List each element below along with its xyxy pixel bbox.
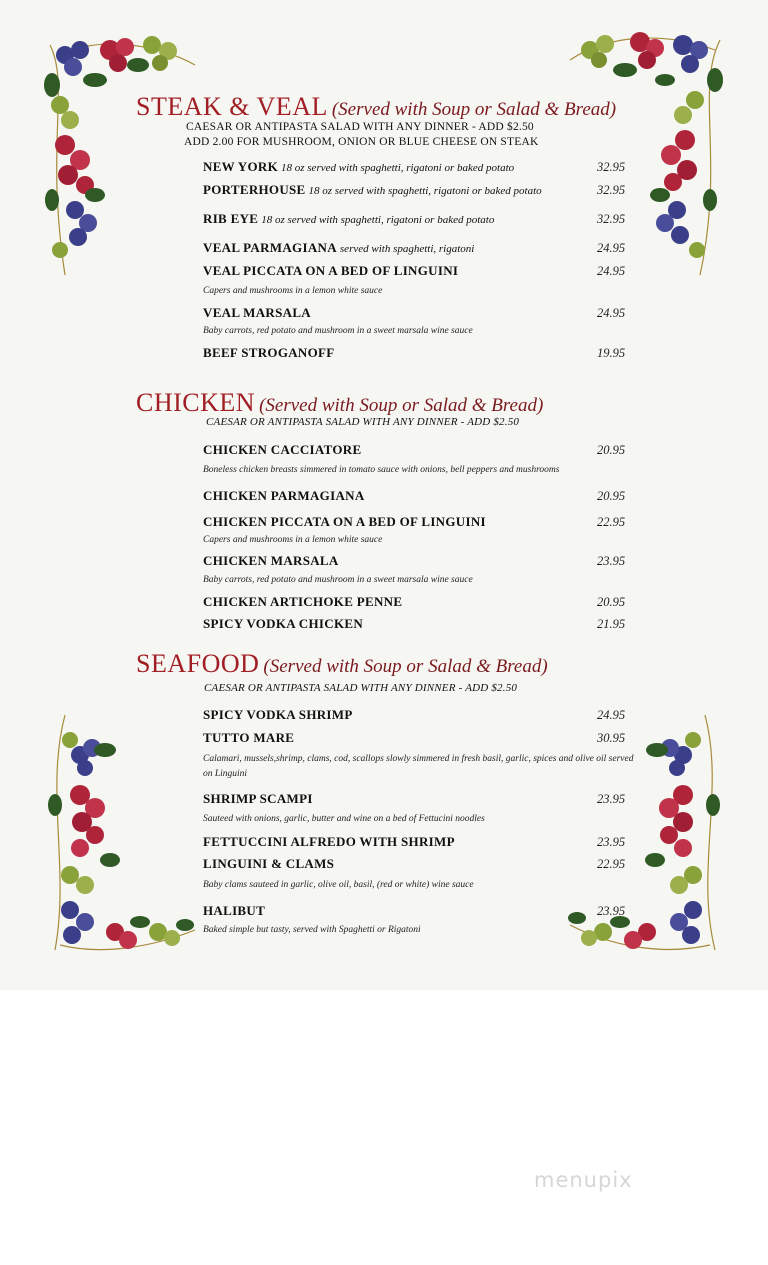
menu-item-name: CHICKEN ARTICHOKE PENNE bbox=[203, 594, 403, 609]
menu-item-name: CHICKEN CACCIATORE bbox=[203, 442, 362, 457]
menu-item-price: 24.95 bbox=[597, 306, 626, 320]
menu-item-description: Baby carrots, red potato and mushroom in a sweet marsala wine sauce bbox=[203, 575, 473, 585]
menu-item-price: 23.95 bbox=[597, 792, 626, 806]
steak-veal-subtitle: (Served with Soup or Salad & Bread) bbox=[331, 99, 617, 120]
menu-item-price: 20.95 bbox=[597, 443, 626, 457]
menu-item-name: VEAL PARMAGIANA served with spaghetti, rigatoni bbox=[203, 240, 475, 255]
menu-item-name: CHICKEN PICCATA ON A BED OF LINGUINI bbox=[203, 514, 486, 529]
menu-item-description: Calamari, mussels,shrimp, clams, cod, scallops slowly simmered in fresh basil, garlic, spices and olive oil served on Linguini bbox=[203, 754, 634, 779]
grape-vine-top-right bbox=[565, 20, 730, 280]
menu-item-name: FETTUCCINI ALFREDO WITH SHRIMP bbox=[203, 834, 455, 849]
seafood-salad-note: CAESAR OR ANTIPASTA SALAD WITH ANY DINNER - ADD $2.50 bbox=[204, 682, 518, 694]
menu-item-price: 23.95 bbox=[597, 554, 626, 568]
menu-item-price: 23.95 bbox=[597, 904, 626, 918]
menu-item-name: TUTTO MARE bbox=[203, 730, 295, 745]
menu-item-price: 32.95 bbox=[597, 212, 626, 226]
grape-vine-top-left bbox=[40, 25, 200, 285]
steak-salad-note: CAESAR OR ANTIPASTA SALAD WITH ANY DINNER - ADD $2.50 bbox=[186, 121, 534, 133]
menu-item-name: LINGUINI & CLAMS bbox=[203, 856, 335, 871]
menu-item-name: PORTERHOUSE 18 oz served with spaghetti, rigatoni or baked potato bbox=[203, 182, 542, 197]
chicken-heading: CHICKEN bbox=[136, 388, 256, 417]
menu-item-price: 21.95 bbox=[597, 617, 626, 631]
chicken-salad-note: CAESAR OR ANTIPASTA SALAD WITH ANY DINNER - ADD $2.50 bbox=[206, 416, 520, 428]
menu-item-price: 22.95 bbox=[597, 515, 626, 529]
section-title-seafood bbox=[136, 649, 548, 679]
menu-item-price: 32.95 bbox=[597, 160, 626, 174]
menu-item-name: NEW YORK 18 oz served with spaghetti, rigatoni or baked potato bbox=[203, 159, 515, 174]
menu-item-description: Capers and mushrooms in a lemon white sauce bbox=[203, 535, 383, 545]
seafood-subtitle: (Served with Soup or Salad & Bread) bbox=[263, 656, 548, 677]
menu-item-name: RIB EYE 18 oz served with spaghetti, rigatoni or baked potato bbox=[203, 211, 495, 226]
chicken-subtitle: (Served with Soup or Salad & Bread) bbox=[259, 395, 544, 416]
menu-item-name: SPICY VODKA CHICKEN bbox=[203, 616, 364, 631]
menu-item-description: Baby clams sauteed in garlic, olive oil, basil, (red or white) wine sauce bbox=[203, 880, 474, 890]
menu-item-price: 24.95 bbox=[597, 708, 626, 722]
section-title-steak-veal bbox=[136, 92, 616, 122]
menu-item-description: Boneless chicken breasts simmered in tomato sauce with onions, bell peppers and mushrooms bbox=[203, 465, 560, 475]
menu-item-name: VEAL MARSALA bbox=[203, 305, 311, 320]
menu-item-price: 22.95 bbox=[597, 857, 626, 871]
menu-item-description: Sauteed with onions, garlic, butter and wine on a bed of Fettucini noodles bbox=[203, 814, 485, 824]
menu-item-description: Baby carrots, red potato and mushroom in a sweet marsala wine sauce bbox=[203, 326, 473, 336]
menu-item-name: CHICKEN PARMAGIANA bbox=[203, 488, 365, 503]
menu-item-name: SHRIMP SCAMPI bbox=[203, 791, 313, 806]
menu-item-price: 24.95 bbox=[597, 264, 626, 278]
menu-item-name: BEEF STROGANOFF bbox=[203, 345, 335, 360]
menu-item-price: 20.95 bbox=[597, 595, 626, 609]
menu-item-name: SPICY VODKA SHRIMP bbox=[203, 707, 353, 722]
menu-item-name: CHICKEN MARSALA bbox=[203, 553, 339, 568]
menu-item-name: VEAL PICCATA ON A BED OF LINGUINI bbox=[203, 263, 459, 278]
menu-item-name: HALIBUT bbox=[203, 903, 266, 918]
menu-item-price: 32.95 bbox=[597, 183, 626, 197]
menu-item-price: 24.95 bbox=[597, 241, 626, 255]
section-title-chicken bbox=[136, 388, 543, 418]
menu-item-description: Baked simple but tasty, served with Spaghetti or Rigatoni bbox=[203, 925, 421, 935]
blank-margin bbox=[0, 990, 768, 1265]
steak-topping-note: ADD 2.00 FOR MUSHROOM, ONION OR BLUE CHEESE ON STEAK bbox=[184, 136, 539, 148]
seafood-heading: SEAFOOD bbox=[136, 649, 260, 678]
menu-item-price: 20.95 bbox=[597, 489, 626, 503]
grape-vine-bottom-right bbox=[565, 710, 730, 965]
menu-item-price: 23.95 bbox=[597, 835, 626, 849]
grape-vine-bottom-left bbox=[40, 710, 200, 965]
menu-item-price: 30.95 bbox=[597, 731, 626, 745]
steak-veal-heading: STEAK & VEAL bbox=[136, 92, 328, 121]
menu-item-description: Capers and mushrooms in a lemon white sauce bbox=[203, 286, 383, 296]
watermark-logo: menupix bbox=[534, 1168, 633, 1192]
menu-item-price: 19.95 bbox=[597, 346, 626, 360]
